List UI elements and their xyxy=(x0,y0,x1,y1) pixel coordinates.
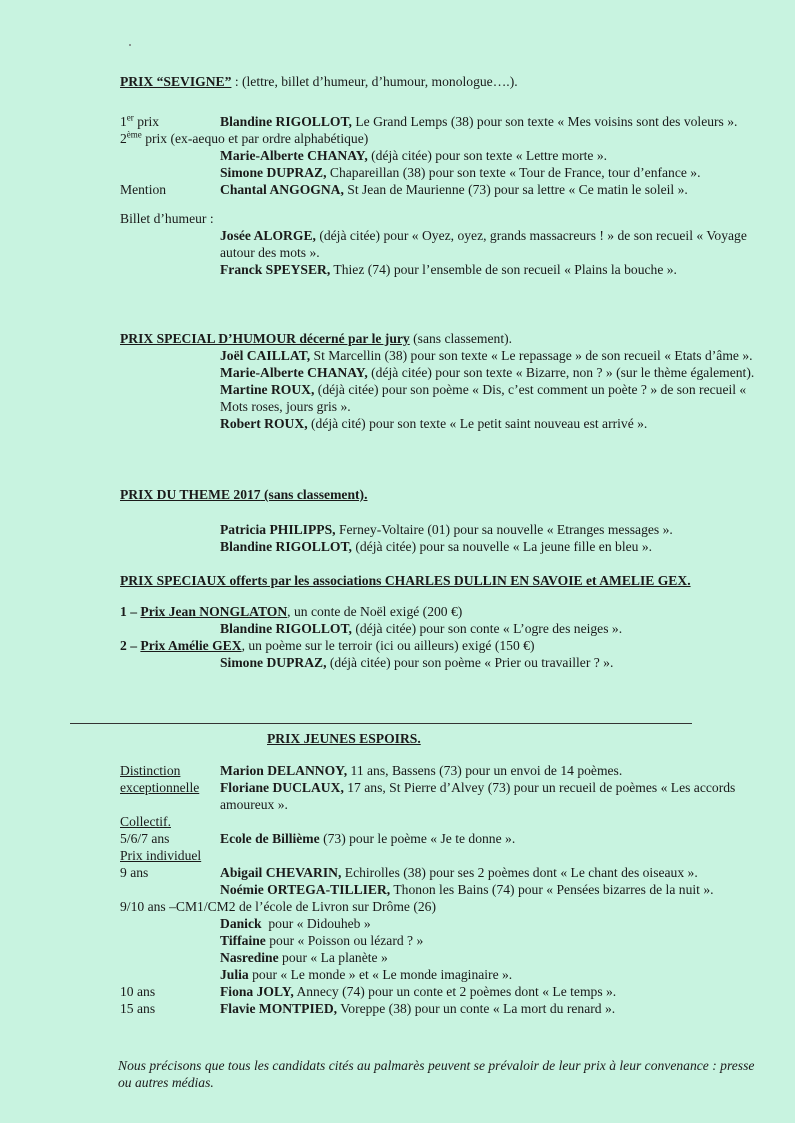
entry-billet-2: Franck SPEYSER, Thiez (74) pour l’ensemble de son recueil « Plains la bouche ». xyxy=(220,262,677,277)
entry-speciaux-1-title: 1 – Prix Jean NONGLATON, un conte de Noël exigé (200 €) xyxy=(120,604,463,619)
speck xyxy=(129,44,131,46)
section-heading xyxy=(120,73,755,90)
entry-livron-1: Danick pour « Didouheb » xyxy=(220,916,371,931)
entry-humour-4: Robert ROUX, (déjà cité) pour son texte « Le petit saint nouveau est arrivé ». xyxy=(220,416,648,431)
entry-second-prize-label: 2ème prix (ex-aequo et par ordre alphabétique) xyxy=(120,129,369,146)
entry-humour-2: Marie-Alberte CHANAY, (déjà citée) pour son texte « Bizarre, non ? » (sur le thème également). xyxy=(220,365,755,380)
entry-theme-1: Patricia PHILIPPS, Ferney-Voltaire (01) pour sa nouvelle « Etranges messages ». xyxy=(220,522,673,537)
entry-label: 9 ans xyxy=(120,865,149,880)
entry-second-2: Simone DUPRAZ, Chapareillan (38) pour son texte « Tour de France, tour d’enfance ». xyxy=(220,165,701,180)
entry-distinction-2: exceptionnelle Floriane DUCLAUX, 17 ans, St Pierre d’Alvey (73) pour un recueil de poèmes « Les accords amoureux ». xyxy=(120,780,736,812)
section-prix-sevigne xyxy=(120,73,755,278)
entry-humour-1: Joël CAILLAT, St Marcellin (38) pour son texte « Le repassage » de son recueil « Etats d’âme ». xyxy=(220,348,753,363)
heading-note: : (lettre, billet d’humeur, d’humour, monologue….). xyxy=(231,74,518,89)
entry-livron-3: Nasredine pour « La planète » xyxy=(220,950,388,965)
collectif-label: Collectif. xyxy=(120,814,171,829)
entry-age10: 10 ans Fiona JOLY, Annecy (74) pour un conte et 2 poèmes dont « Le temps ». xyxy=(120,984,617,999)
entry-humour-3: Martine ROUX, (déjà citée) pour son poème « Dis, c’est comment un poète ? » de son recueil « Mots roses, jours gris ». xyxy=(220,382,747,414)
entry-livron-2: Tiffaine pour « Poisson ou lézard ? » xyxy=(220,933,424,948)
entry-speciaux-2: Simone DUPRAZ, (déjà citée) pour son poème « Prier ou travailler ? ». xyxy=(220,655,614,670)
entry-theme-2: Blandine RIGOLLOT, (déjà citée) pour sa nouvelle « La jeune fille en bleu ». xyxy=(220,539,653,554)
entry-mention: Mention Chantal ANGOGNA, St Jean de Maurienne (73) pour sa lettre « Ce matin le soleil ». xyxy=(120,182,688,197)
section-heading-jeunes: PRIX JEUNES ESPOIRS. xyxy=(267,731,421,746)
entry-second-1: Marie-Alberte CHANAY, (déjà citée) pour son texte « Lettre morte ». xyxy=(220,148,608,163)
entry-text: Blandine RIGOLLOT, Le Grand Lemps (38) pour son texte « Mes voisins sont des voleurs ». xyxy=(220,114,738,129)
entry-label: 15 ans xyxy=(120,1001,156,1016)
entry-label: Distinction xyxy=(120,763,181,778)
billet-label: Billet d’humeur : xyxy=(120,211,214,226)
entry-individuel-1: 9 ans Abigail CHEVARIN, Echirolles (38) pour ses 2 poèmes dont « Le chant des oiseaux ». xyxy=(120,865,698,880)
entry-billet-1: Josée ALORGE, (déjà citée) pour « Oyez, oyez, grands massacreurs ! » de son recueil « Voyage autour des mots ». xyxy=(220,228,747,260)
entry-speciaux-2-title: 2 – Prix Amélie GEX, un poème sur le terroir (ici ou ailleurs) exigé (150 €) xyxy=(120,638,535,653)
entry-distinction-1: Distinction Marion DELANNOY, 11 ans, Bassens (73) pour un envoi de 14 poèmes. xyxy=(120,763,623,778)
entry-individuel-2: Noémie ORTEGA-TILLIER, Thonon les Bains (74) pour « Pensées bizarres de la nuit ». xyxy=(220,882,714,897)
section-heading: PRIX SPECIAL D’HUMOUR décerné par le jury (sans classement). xyxy=(120,331,513,346)
section-prix-humour xyxy=(120,330,755,432)
livron-line: 9/10 ans –CM1/CM2 de l’école de Livron sur Drôme (26) xyxy=(120,899,436,914)
section-prix-jeunes xyxy=(120,762,755,1017)
entry-livron-4: Julia pour « Le monde » et « Le monde imaginaire ». xyxy=(220,967,513,982)
section-heading: PRIX SPECIAUX offerts par les associations CHARLES DULLIN EN SAVOIE et AMELIE GEX. xyxy=(120,573,691,588)
individuel-label: Prix individuel xyxy=(120,848,202,863)
entry-age15: 15 ans Flavie MONTPIED, Voreppe (38) pour un conte « La mort du renard ». xyxy=(120,1001,616,1016)
entry-label: 10 ans xyxy=(120,984,156,999)
footer-note: Nous précisons que tous les candidats cités au palmarès peuvent se prévaloir de leur prix à leur convenance : presse ou autres médias. xyxy=(118,1058,755,1090)
entry-label: 1er prix xyxy=(120,112,160,129)
entry-first-prize xyxy=(120,113,755,130)
heading-title: PRIX “SEVIGNE” xyxy=(120,74,232,89)
entry-speciaux-1: Blandine RIGOLLOT, (déjà citée) pour son conte « L’ogre des neiges ». xyxy=(220,621,623,636)
entry-label: 5/6/7 ans xyxy=(120,831,170,846)
divider-line xyxy=(70,723,692,724)
entry-label: Mention xyxy=(120,182,167,197)
entry-label: exceptionnelle xyxy=(120,780,200,795)
entry-collectif: 5/6/7 ans Ecole de Billième (73) pour le poème « Je te donne ». xyxy=(120,831,516,846)
section-prix-theme xyxy=(120,486,755,555)
section-heading: PRIX DU THEME 2017 (sans classement). xyxy=(120,487,368,502)
section-prix-speciaux xyxy=(120,572,730,671)
